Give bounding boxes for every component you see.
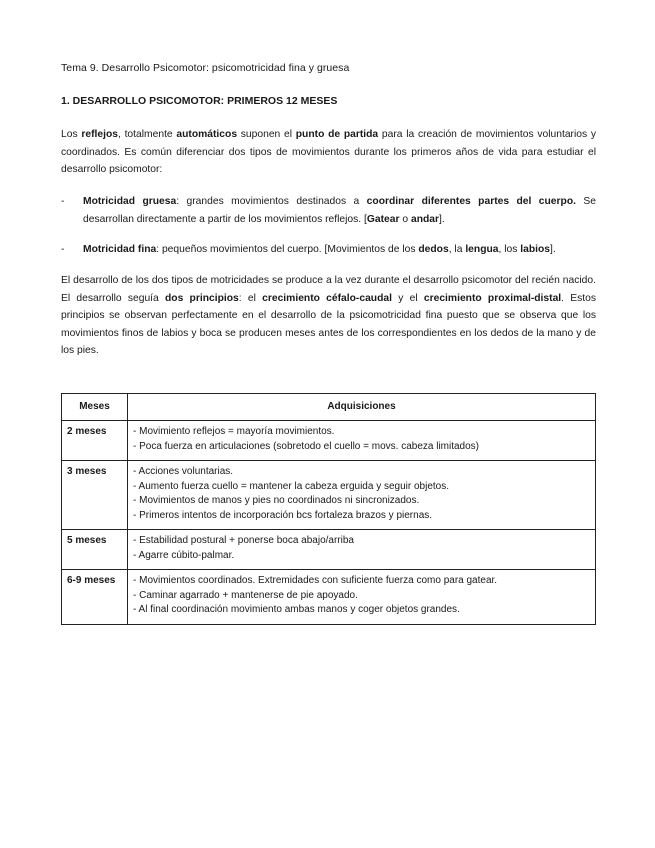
row-items [128,461,596,530]
table-row [62,461,596,530]
adquisiciones-table [61,393,596,625]
bold-term: Motricidad fina [83,244,157,255]
table-row [62,421,596,461]
row-month: 5 meses [62,530,128,570]
table-row [62,570,596,625]
bullet-dash: - [61,196,65,207]
intro-bold-reflejos: reflejos [81,129,118,140]
dev-bold-proximal-distal: crecimiento proximal-distal [423,292,562,304]
bold-term: labios [520,244,551,255]
dev-bold-principios: dos principios [165,292,239,304]
intro-text: , totalmente [117,129,177,140]
bullet-text: ]. [439,213,445,225]
row-item: - Agarre cúbito-palmar. [133,549,235,561]
bullet-text: o [399,213,411,225]
bullet-text: : pequeños movimientos del cuerpo. [Movimientos de los [156,244,419,255]
development-paragraph [61,272,596,360]
section-heading: 1. DESARROLLO PSICOMOTOR: PRIMEROS 12 MESES [61,95,338,107]
row-item: - Movimientos de manos y pies no coordinados ni sincronizados. [133,495,420,506]
bold-term: andar [410,213,440,225]
intro-text: suponen el [237,129,296,140]
row-item: - Acciones voluntarias. [133,466,234,477]
bold-term: lengua [465,244,499,255]
bold-term: dedos [418,244,449,255]
table-row [62,530,596,570]
row-item: - Movimientos coordinados. Extremidades con suficiente fuerza como para gatear. [133,575,498,586]
row-item: - Aumento fuerza cuello = mantener la cabeza erguida y seguir objetos. [133,480,450,492]
row-item: - Caminar agarrado + mantenerse de pie apoyado. [133,589,358,601]
dev-text: : el [238,292,263,304]
bullet-text: Se desarrollan directamente a partir de los movimientos reflejos. [ [83,196,596,225]
dev-bold-cefalo-caudal: crecimiento céfalo-caudal [262,292,392,304]
row-item: - Al final coordinación movimiento ambas manos y coger objetos grandes. [133,604,460,615]
bullet-text: , los [498,244,521,255]
bold-term: Gatear [366,213,400,225]
row-month: 2 meses [62,421,128,461]
bullet-dash: - [61,244,65,255]
header-adquisiciones: Adquisiciones [128,394,596,421]
row-items [128,530,596,570]
row-item: - Primeros intentos de incorporación bcs fortaleza brazos y piernas. [133,509,433,521]
row-month: 3 meses [62,461,128,530]
tema-title: Tema 9. Desarrollo Psicomotor: psicomotricidad fina y gruesa [61,62,350,74]
row-item: - Estabilidad postural + ponerse boca abajo/arriba [133,535,354,546]
bullet-motricidad-fina [61,241,596,259]
bullet-fina-text [83,241,596,259]
row-items [128,421,596,461]
bullet-text: , la [448,244,466,255]
intro-text: Los [61,129,82,140]
row-item: - Movimiento reflejos = mayoría movimientos. [133,426,335,437]
dev-text: El desarrollo de los dos tipos de motricidades se produce a la vez durante el desarrollo psicomotor del recién nacido. El desarrollo seguía [61,275,596,304]
bullet-text: ]. [550,244,556,255]
row-month: 6-9 meses [62,570,128,625]
bullet-text: : grandes movimientos destinados a [176,196,367,207]
intro-text: para la creación de movimientos voluntarios y coordinados. Es común diferenciar dos tipos de movimientos durante los primeros años de vida para estudiar el desarrollo psicomotor: [61,129,597,175]
dev-text: . Estos principios se observan perfectamente en el desarrollo de la psicomotricidad fina puesto que se observa que los movimientos finos de labios y boca se producen meses antes de los correspondientes en los dedos de la mano y de los pies. [61,292,597,356]
table-header-row [62,394,596,421]
intro-bold-punto-partida: punto de partida [295,129,379,140]
row-items [128,570,596,625]
header-meses: Meses [62,394,128,421]
intro-paragraph [61,126,596,179]
bold-term: Motricidad gruesa [83,196,177,207]
bold-term: coordinar diferentes partes del cuerpo. [366,196,576,207]
dev-text: y el [391,292,424,304]
row-item: - Poca fuerza en articulaciones (sobretodo el cuello = movs. cabeza limitados) [133,440,480,452]
bullet-gruesa-text [83,193,596,228]
intro-bold-automaticos: automáticos [176,129,238,140]
bullet-motricidad-gruesa [61,193,596,228]
